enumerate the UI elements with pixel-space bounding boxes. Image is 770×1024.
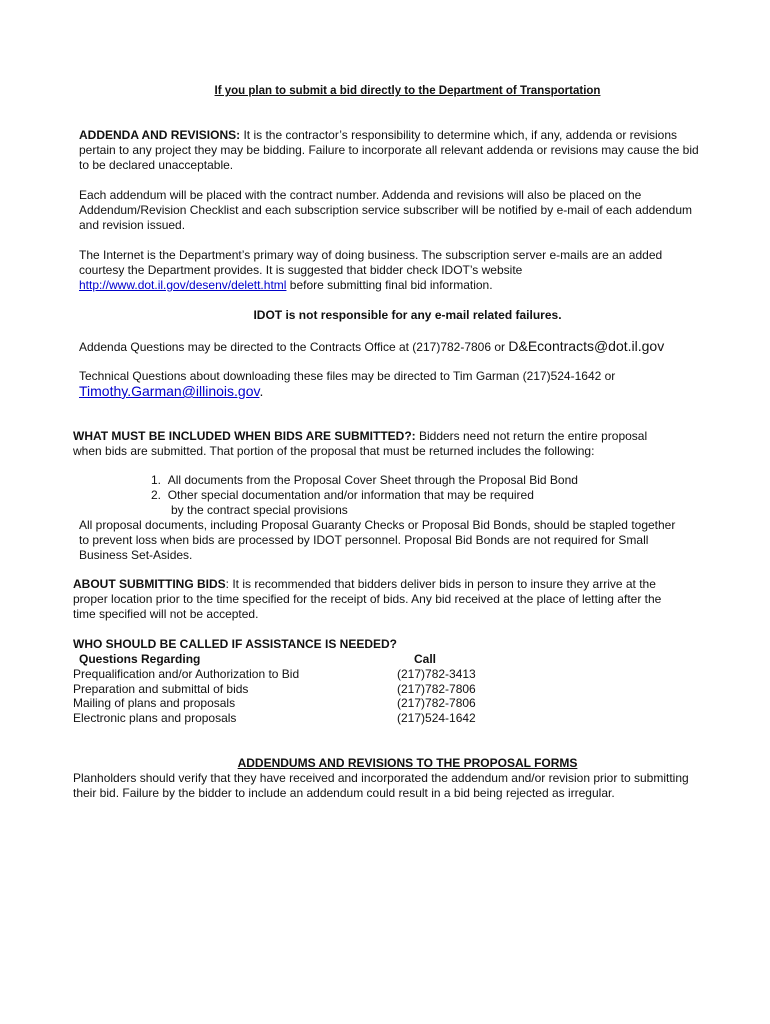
staple-line1: All proposal documents, including Proposal Guaranty Checks or Proposal Bid Bonds, should be stapled together — [79, 518, 676, 532]
who-heading: WHO SHOULD BE CALLED IF ASSISTANCE IS NEEDED? — [73, 637, 398, 651]
list-text: by the contract special provisions — [171, 503, 348, 517]
about-heading: ABOUT SUBMITTING BIDS — [73, 577, 226, 591]
list-number: 1. — [151, 473, 162, 487]
internet-line3: before submitting final bid information. — [286, 278, 493, 292]
list-number: 2. — [151, 488, 162, 502]
addendum-line3: and revision issued. — [79, 218, 186, 232]
addenda-questions-text: Addenda Questions may be directed to the Contracts Office at (217)782-7806 or — [79, 340, 509, 354]
addenda-line2: pertain to any project they may be bidding. Failure to incorporate all relevant addenda or revisions may cause the bid — [79, 143, 699, 157]
question-cell: Prequalification and/or Authorization to Bid — [73, 667, 300, 681]
addendums-line2: their bid. Failure by the bidder to include an addendum could result in a bid being rejected as irregular. — [73, 786, 615, 800]
addenda-paragraph — [79, 128, 739, 173]
list-item — [151, 488, 534, 503]
technical-email-line — [79, 383, 263, 399]
garman-email-link[interactable]: Timothy.Garman@illinois.gov — [79, 383, 260, 399]
period: . — [259, 383, 264, 399]
col-call-header: Call — [414, 652, 437, 666]
table-row — [73, 696, 493, 711]
table-row — [73, 711, 493, 726]
table-row — [73, 667, 493, 682]
about-line2: proper location prior to the time specified for the receipt of bids. Any bid received at the place of letting after the — [73, 592, 662, 606]
addendums-heading: ADDENDUMS AND REVISIONS TO THE PROPOSAL FORMS — [237, 756, 578, 770]
addendum-line1: Each addendum will be placed with the contract number. Addenda and revisions will also be placed on the — [79, 188, 642, 202]
col-questions-header: Questions Regarding — [79, 652, 201, 666]
question-cell: Preparation and submittal of bids — [73, 682, 249, 696]
what-must-line2: when bids are submitted. That portion of the proposal that must be returned includes the following: — [73, 444, 595, 458]
list-text: All documents from the Proposal Cover Sheet through the Proposal Bid Bond — [167, 473, 578, 487]
idot-notice: IDOT is not responsible for any e-mail related failures. — [253, 308, 562, 322]
about-line3: time specified will not be accepted. — [73, 607, 259, 621]
question-cell: Electronic plans and proposals — [73, 711, 237, 725]
list-item — [151, 473, 578, 488]
call-cell: (217)524-1642 — [397, 711, 476, 725]
staple-paragraph — [79, 518, 739, 563]
question-cell: Mailing of plans and proposals — [73, 696, 236, 710]
call-cell: (217)782-7806 — [397, 682, 476, 696]
addenda-line3: to be declared unacceptable. — [79, 158, 234, 172]
page-title: If you plan to submit a bid directly to the Department of Transportation — [214, 85, 601, 97]
about-line1: : It is recommended that bidders deliver bids in person to insure they arrive at the — [225, 577, 656, 591]
call-cell: (217)782-3413 — [397, 667, 476, 681]
technical-questions-text: Technical Questions about downloading these files may be directed to Tim Garman (217)524-1642 or — [79, 369, 616, 383]
table-header — [73, 652, 493, 667]
addendum-paragraph — [79, 188, 739, 233]
about-paragraph — [73, 577, 733, 622]
addenda-questions — [79, 338, 664, 354]
addendums-line1: Planholders should verify that they have received and incorporated the addendum and/or revision prior to submitting — [73, 771, 689, 785]
addendum-line2: Addendum/Revision Checklist and each subscription service subscriber will be notified by e-mail of each addendum — [79, 203, 692, 217]
table-row — [73, 682, 493, 697]
staple-line2: to prevent loss when bids are processed by IDOT personnel. Proposal Bid Bonds are not required for Small — [79, 533, 649, 547]
addenda-heading: ADDENDA AND REVISIONS: — [79, 128, 241, 142]
list-text: Other special documentation and/or information that may be required — [167, 488, 534, 502]
idot-website-link[interactable]: http://www.dot.il.gov/desenv/delett.html — [79, 278, 287, 292]
what-must-line1: Bidders need not return the entire proposal — [415, 429, 648, 443]
list-item — [171, 503, 348, 518]
what-must-paragraph — [73, 429, 733, 459]
staple-line3: Business Set-Asides. — [79, 548, 193, 562]
internet-line2: courtesy the Department provides. It is suggested that bidder check IDOT’s website — [79, 263, 523, 277]
contracts-email: D&Econtracts@dot.il.gov — [508, 338, 665, 354]
internet-paragraph — [79, 248, 739, 293]
what-must-heading: WHAT MUST BE INCLUDED WHEN BIDS ARE SUBMITTED?: — [73, 429, 416, 443]
addenda-line1: It is the contractor’s responsibility to determine which, if any, addenda or revisions — [243, 128, 678, 142]
call-cell: (217)782-7806 — [397, 696, 476, 710]
internet-line1: The Internet is the Department’s primary way of doing business. The subscription server e-mails are an added — [79, 248, 663, 262]
addendums-paragraph — [73, 771, 733, 801]
